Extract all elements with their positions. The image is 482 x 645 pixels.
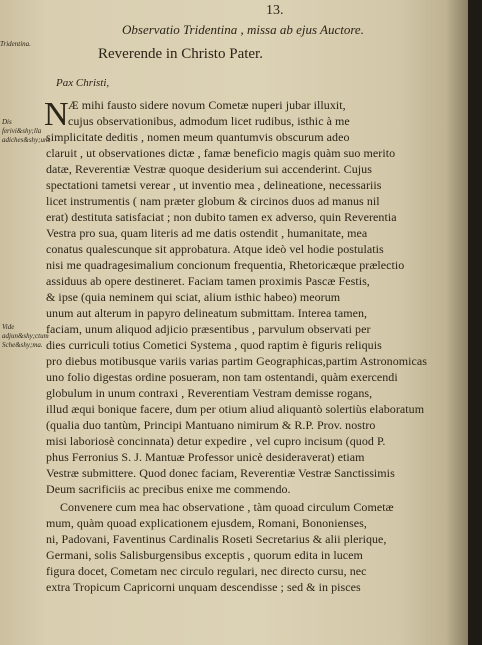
text-line: mum, quàm quoad explicationem ejusdem, Romani, Bononienses, — [46, 516, 367, 530]
text-line: figura docet, Cometam nec circulo regulari, nec directo cursu, nec — [46, 564, 367, 578]
text-line: erat) destituta satisfaciat ; non dubito tamen ex adverso, quin Reverentia — [46, 210, 397, 224]
text-line: dies curriculi totius Cometici Systema , quod raptim è figuris reliquis — [46, 338, 382, 352]
text-line: licet instrumentis ( nam præter globum & circinos duos ad manus nil — [46, 194, 380, 208]
text-line: pro diebus motibusque variis varias partim Geographicas,partim Astronomicas — [46, 354, 427, 368]
text-line: spectationi tametsi verear , ut inventio mea , delineatione, necessariis — [46, 178, 382, 192]
page-number: 13. — [266, 3, 284, 18]
text-line: simplicitate deditis , nomen meum quantumvis obscurum adeo — [46, 130, 350, 144]
text-line: phus Ferronius S. J. Mantuæ Professor unicè desideraverat) etiam — [46, 450, 365, 464]
text-line: assiduus ab opere destineret. Faciam tamen proximis Pascæ Festis, — [46, 274, 370, 288]
text-line: Vestræ submittere. Quod donec faciam, Reverentiæ Vestræ Sanctissimis — [46, 466, 395, 480]
text-line: Vestra pro sua, quam literis ad me datis ostendit , humanitate, mea — [46, 226, 368, 240]
text-line: datæ, Reverentiæ Vestræ quoque desiderium sui accenderint. Cujus — [46, 162, 372, 176]
margin-note: Vide adjun&shy;ctum Sche&shy;ma. — [2, 323, 49, 349]
text-line: faciam, unum aliquod adjicio præsentibus , parvulum observati per — [46, 322, 371, 336]
text-line: Convenere cum mea hac observatione , tàm quoad circulum Cometæ — [60, 500, 394, 514]
text-line: (qualia duo tantùm, Principi Mantuano nimirum & R.P. Prov. nostro — [46, 418, 376, 432]
text-line: uno folio digestas ordine posueram, non tam ostentandi, quàm exercendi — [46, 370, 398, 384]
text-line: unum aut alterum in papyro delineatum submittam. Interea tamen, — [46, 306, 368, 320]
margin-head: Tridentina. — [0, 40, 31, 48]
margin-note: Dis ferivi&shy;lla adiches&shy;um. — [2, 118, 51, 144]
drop-cap: N — [44, 96, 69, 133]
text-line: illud æqui bonique facere, dum per otium aliud aliquantò solertiùs elaboratum — [46, 402, 425, 416]
text-line: extra Tropicum Capricorni unquam descendisse ; sed & in pisces — [46, 580, 361, 594]
text-line: nisi me quadragesimalium concionum frequentia, Rhetoricæque prælectio — [46, 258, 405, 272]
text-line: ni, Padovani, Faventinus Cardinalis Roseti Secretarius & alii plerique, — [46, 532, 387, 546]
text-line: claruit , ut observationes dictæ , famæ beneficio magis quàm suo merito — [46, 146, 396, 160]
text-line: globulum in unum contraxi , Reverentiam Vestram demisse rogans, — [46, 386, 373, 400]
text-line: Æ mihi fausto sidere novum Cometæ nuperi jubar illuxit, — [68, 98, 346, 112]
running-head: Observatio Tridentina , missa ab ejus Auctore. — [122, 22, 364, 37]
text-line: misi laboriosè concinnata) detur expedire , vel cupro incisum (quod P. — [46, 434, 386, 448]
text-line: Germani, solis Salisburgensibus exceptis , quorum edita in lucem — [46, 548, 363, 562]
text-line: cujus observationibus, admodum licet rudibus, isthic à me — [68, 114, 350, 128]
salutation: Reverende in Christo Pater. — [98, 46, 263, 62]
text-line: conatus qualescunque sit approbatura. Atque ideò vel hodie postulatis — [46, 242, 384, 256]
text-line: & ipse (quia neminem qui sciat, alium isthic habeo) meorum — [46, 290, 341, 304]
page-edge-shadow — [446, 0, 468, 645]
greeting: Pax Christi, — [56, 77, 110, 89]
text-line: Deum sacrificiis ac precibus enixe me commendo. — [46, 482, 291, 496]
